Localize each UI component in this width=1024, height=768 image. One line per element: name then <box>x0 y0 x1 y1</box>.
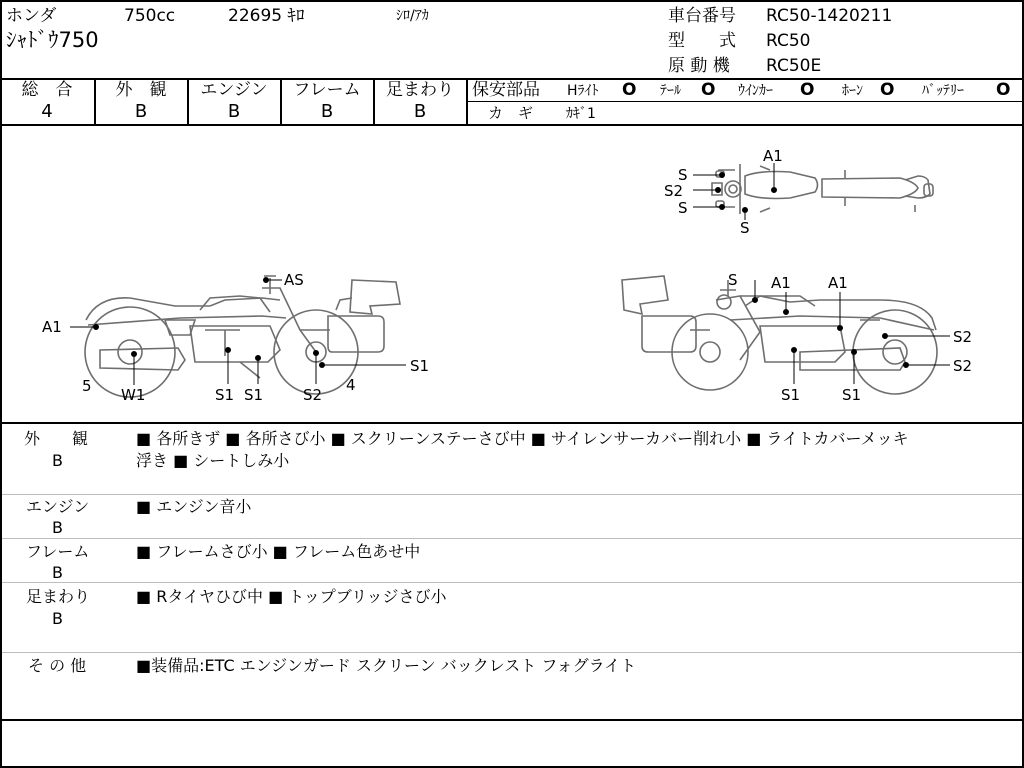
divider <box>0 582 1024 583</box>
remark-text: ■ 各所きず ■ 各所さび小 ■ スクリーンステーさび中 ■ サイレンサーカバー削れ小 ■ ライトカバーメッキ <box>136 429 909 448</box>
type-value: RC50 <box>766 31 811 51</box>
remark-text: ■ Rタイヤひび中 ■ トップブリッジさび小 <box>136 587 447 606</box>
grade-value: B <box>134 101 148 122</box>
damage-label: S2 <box>953 328 973 346</box>
maker: ホンダ <box>6 6 57 26</box>
grade-label: フレーム <box>293 80 361 100</box>
divider <box>467 101 1024 102</box>
divider <box>0 422 1024 424</box>
damage-label: S2 <box>664 182 684 200</box>
color: ｼﾛ/ｱｶ <box>396 8 429 24</box>
damage-label: A1 <box>771 274 791 292</box>
remark-grade: B <box>52 451 63 470</box>
type-label: 型 式 <box>668 31 736 51</box>
check-mark: O <box>800 80 815 100</box>
damage-label: S1 <box>215 386 235 404</box>
remark-grade: B <box>52 563 63 582</box>
divider <box>466 78 468 125</box>
damage-label: W1 <box>121 386 146 404</box>
remark-label: そ の 他 <box>28 656 87 675</box>
damage-label: 4 <box>346 376 356 394</box>
key-value: ｶｷﾞ1 <box>566 106 596 122</box>
grade-label: エンジン <box>200 80 268 100</box>
remark-grade: B <box>52 609 63 628</box>
damage-label: S <box>678 199 688 217</box>
damage-label: S1 <box>244 386 264 404</box>
remark-label: エンジン <box>26 497 90 516</box>
grade-value: 4 <box>41 101 53 122</box>
damage-label: A1 <box>828 274 848 292</box>
mileage: 22695 ｷﾛ <box>228 6 305 26</box>
check-mark: O <box>996 80 1011 100</box>
remark-label: 外 観 <box>24 429 89 448</box>
remark-text-cont: 浮き ■ シートしみ小 <box>136 451 290 470</box>
remark-text: ■ エンジン音小 <box>136 497 252 516</box>
safety-item-headlight: Hﾗｲﾄ <box>567 83 599 99</box>
top-view-bike <box>712 164 933 214</box>
grade-label: 足まわり <box>386 80 454 100</box>
damage-label: S2 <box>953 357 973 375</box>
check-mark: O <box>701 80 716 100</box>
frame-no-label: 車台番号 <box>668 6 736 26</box>
safety-title: 保安部品 <box>472 80 540 100</box>
divider <box>0 538 1024 539</box>
engine-value: RC50E <box>766 56 822 76</box>
damage-label: S <box>678 166 688 184</box>
safety-item-horn: ﾎｰﾝ <box>842 83 863 99</box>
damage-label: S1 <box>842 386 862 404</box>
damage-label: S2 <box>303 386 323 404</box>
check-mark: O <box>880 80 895 100</box>
key-label: カ ギ <box>488 104 534 122</box>
damage-label: 5 <box>82 377 92 395</box>
model-name: ｼｬﾄﾞｳ750 <box>6 28 99 52</box>
damage-label: S1 <box>410 357 430 375</box>
grade-value: B <box>320 101 334 122</box>
frame-no: RC50-1420211 <box>766 6 893 26</box>
right-view-bike <box>622 276 937 394</box>
grade-label: 総 合 <box>21 80 73 100</box>
divider <box>0 652 1024 653</box>
safety-item-battery: ﾊﾞｯﾃﾘｰ <box>922 83 964 99</box>
remark-label: フレーム <box>26 542 90 561</box>
divider <box>0 719 1024 721</box>
grade-label: 外 観 <box>115 80 167 100</box>
remark-text: ■装備品:ETC エンジンガード スクリーン バックレスト フォグライト <box>136 656 637 675</box>
damage-label: S <box>728 271 738 289</box>
safety-item-winker: ｳｲﾝｶｰ <box>738 83 773 99</box>
check-mark: O <box>622 80 637 100</box>
grade-value: B <box>227 101 241 122</box>
engine-label: 原 動 機 <box>668 56 730 76</box>
remark-grade: B <box>52 518 63 537</box>
damage-label: S <box>740 219 750 237</box>
damage-label: A1 <box>42 318 62 336</box>
damage-diagram <box>0 126 1024 422</box>
damage-label: AS <box>284 271 304 289</box>
remark-text: ■ フレームさび小 ■ フレーム色あせ中 <box>136 542 421 561</box>
damage-label: S1 <box>781 386 801 404</box>
damage-label: A1 <box>763 147 783 165</box>
safety-item-tail: ﾃｰﾙ <box>660 83 681 99</box>
grade-value: B <box>413 101 427 122</box>
displacement: 750cc <box>124 6 176 26</box>
remark-label: 足まわり <box>26 587 91 606</box>
